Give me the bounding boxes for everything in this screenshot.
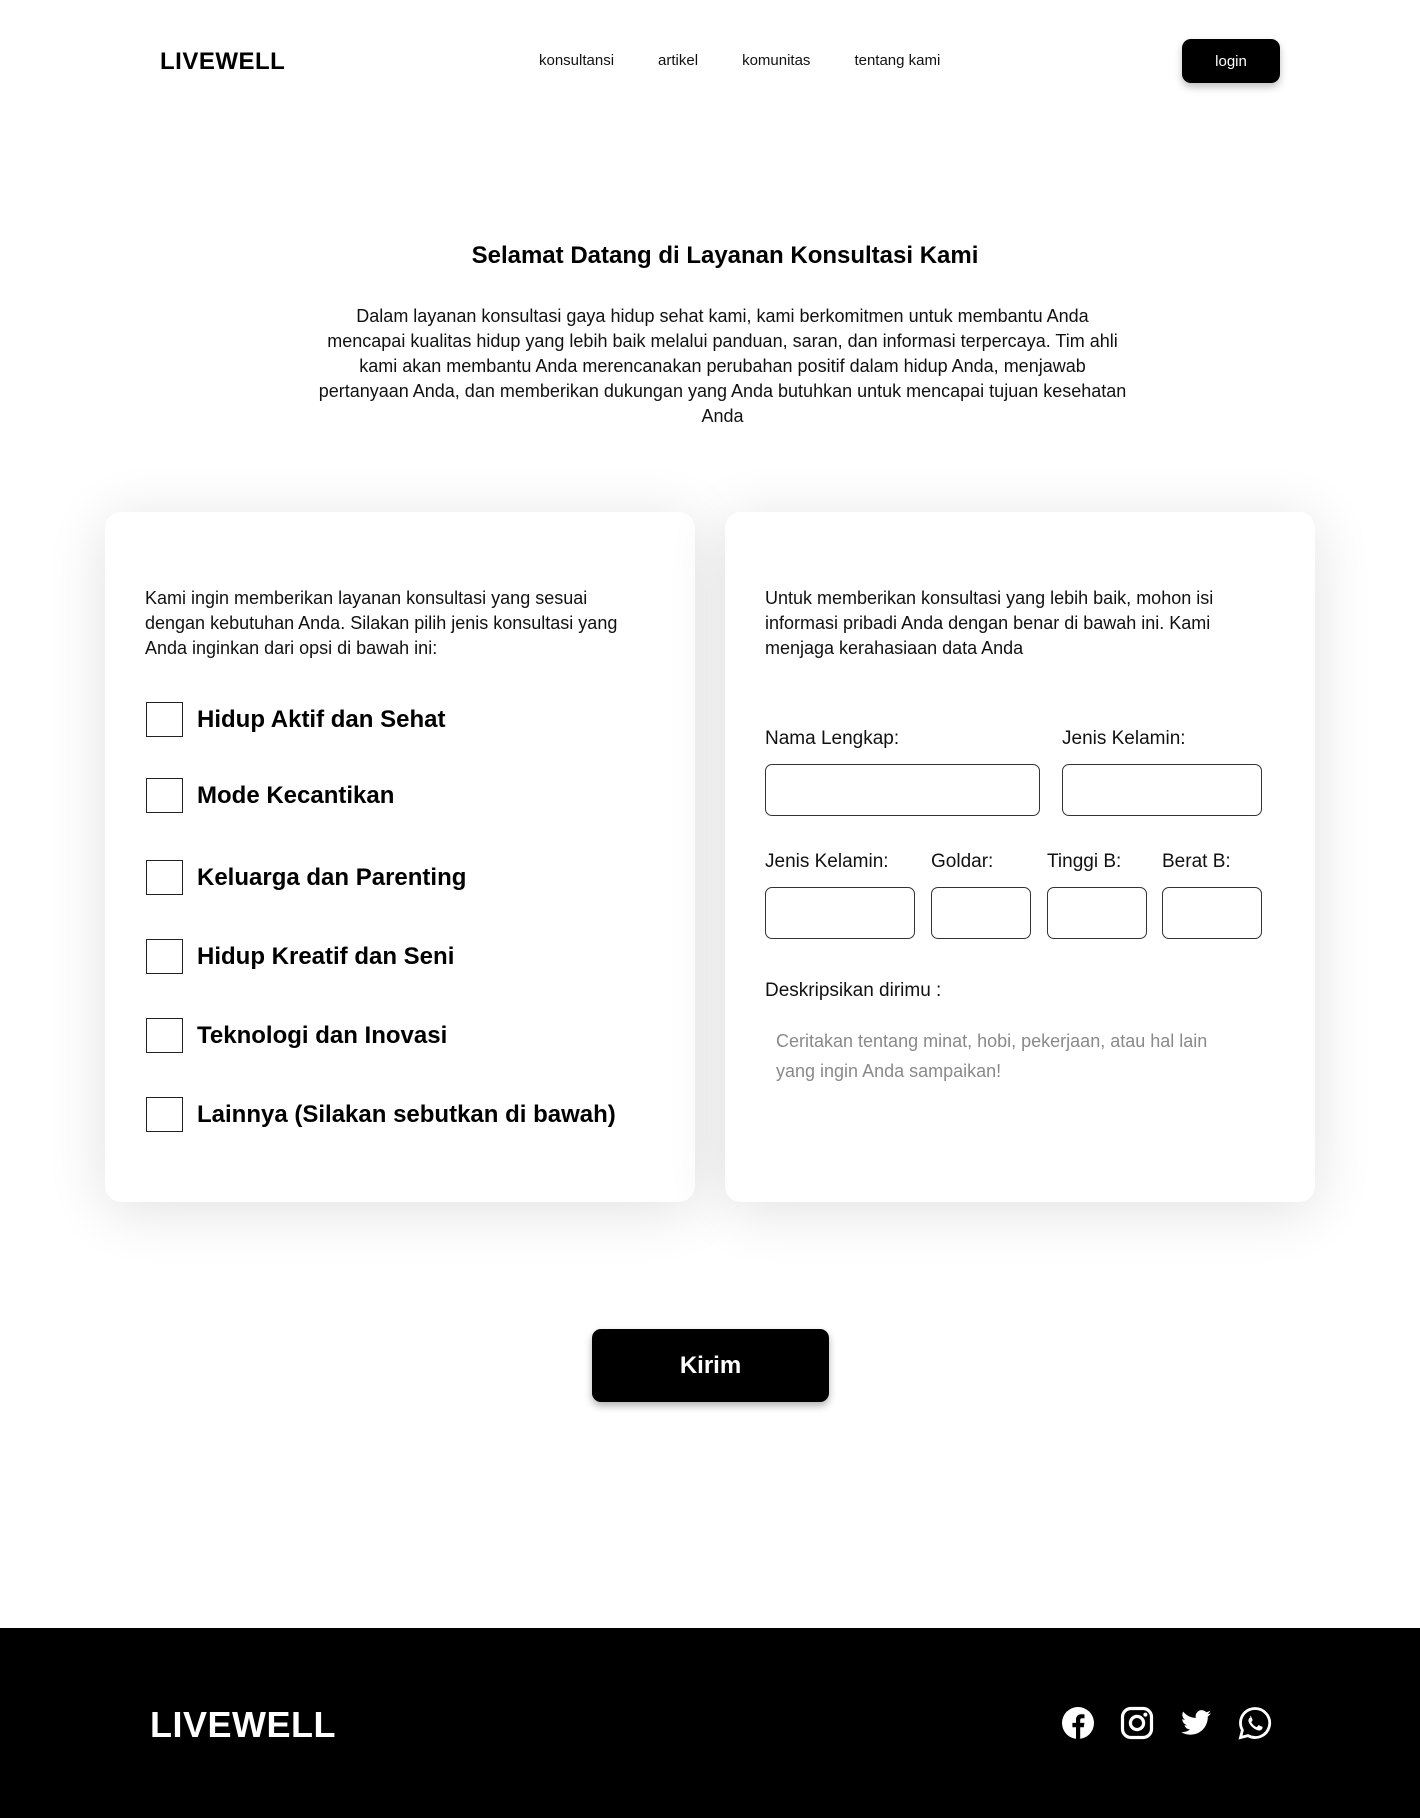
page-title: Selamat Datang di Layanan Konsultasi Kami xyxy=(471,242,979,269)
full-name-field[interactable] xyxy=(765,764,1040,816)
facebook-icon[interactable] xyxy=(1061,1706,1095,1740)
gender-field-2[interactable] xyxy=(765,887,915,939)
checkbox[interactable] xyxy=(146,702,183,737)
option-teknologi-inovasi[interactable] xyxy=(146,1018,447,1053)
checkbox[interactable] xyxy=(146,860,183,895)
option-keluarga-parenting[interactable] xyxy=(146,860,466,895)
option-label: Mode Kecantikan xyxy=(197,781,395,809)
height-field[interactable] xyxy=(1047,887,1147,939)
twitter-icon[interactable] xyxy=(1179,1706,1213,1740)
footer-logo[interactable]: LIVEWELL xyxy=(150,1704,336,1745)
gender-field[interactable] xyxy=(1062,764,1262,816)
describe-textarea[interactable]: Ceritakan tentang minat, hobi, pekerjaan, atau hal lain yang ingin Anda sampaikan! xyxy=(776,1031,1208,1081)
form-intro-text: Untuk memberikan konsultasi yang lebih baik, mohon isi informasi pribadi Anda dengan benar di bawah ini. Kami menjaga kerahasiaan data Anda xyxy=(765,588,1214,658)
weight-field[interactable] xyxy=(1162,887,1262,939)
hero-description: Dalam layanan konsultasi gaya hidup sehat kami, kami berkomitmen untuk membantu Anda mencapai kualitas hidup yang lebih baik melalui panduan, saran, dan informasi terpercaya. Tim ahli kami akan membantu Anda merencanakan perubahan positif dalam hidup Anda, menjawab pertanyaan Anda, dan memberikan dukungan yang Anda butuhkan untuk mencapai tujuan kesehatan Anda xyxy=(318,306,1127,426)
instagram-icon[interactable] xyxy=(1120,1706,1154,1740)
checkbox[interactable] xyxy=(146,778,183,813)
option-label: Hidup Kreatif dan Seni xyxy=(197,942,455,970)
nav-item-konsultansi[interactable]: konsultansi xyxy=(539,52,615,69)
site-header xyxy=(0,0,1420,122)
option-label: Lainnya (Silakan sebutkan di bawah) xyxy=(197,1100,616,1128)
personal-info-card xyxy=(725,512,1315,1202)
nav-item-artikel[interactable]: artikel xyxy=(658,52,699,69)
checkbox[interactable] xyxy=(146,1097,183,1132)
nav-item-komunitas[interactable]: komunitas xyxy=(742,52,811,69)
checkbox[interactable] xyxy=(146,1018,183,1053)
site-logo[interactable]: LIVEWELL xyxy=(160,48,286,75)
submit-button[interactable]: Kirim xyxy=(592,1329,829,1402)
full-name-label: Nama Lengkap: xyxy=(765,728,900,749)
blood-type-label: Goldar: xyxy=(931,851,994,872)
option-hidup-kreatif[interactable] xyxy=(146,939,454,974)
gender-label-2: Jenis Kelamin: xyxy=(765,851,889,872)
whatsapp-icon[interactable] xyxy=(1238,1706,1272,1740)
describe-label: Deskripsikan dirimu : xyxy=(765,980,942,1001)
option-label: Teknologi dan Inovasi xyxy=(197,1021,448,1049)
option-label: Keluarga dan Parenting xyxy=(197,863,467,891)
checkbox[interactable] xyxy=(146,939,183,974)
main-nav xyxy=(539,52,984,69)
weight-label: Berat B: xyxy=(1162,851,1231,872)
option-label: Hidup Aktif dan Sehat xyxy=(197,705,446,733)
blood-type-field[interactable] xyxy=(931,887,1031,939)
height-label: Tinggi B: xyxy=(1047,851,1122,872)
gender-label: Jenis Kelamin: xyxy=(1062,728,1186,749)
option-hidup-aktif[interactable] xyxy=(146,702,445,737)
site-footer xyxy=(0,1628,1420,1818)
consultation-options-card xyxy=(105,512,695,1202)
option-mode-kecantikan[interactable] xyxy=(146,778,394,813)
options-intro-text: Kami ingin memberikan layanan konsultasi yang sesuai dengan kebutuhan Anda. Silakan pilih jenis konsultasi yang Anda inginkan dari opsi di bawah ini: xyxy=(145,588,618,658)
nav-item-tentang-kami[interactable]: tentang kami xyxy=(854,52,941,69)
login-button[interactable]: login xyxy=(1182,39,1280,83)
option-lainnya[interactable] xyxy=(146,1097,616,1132)
